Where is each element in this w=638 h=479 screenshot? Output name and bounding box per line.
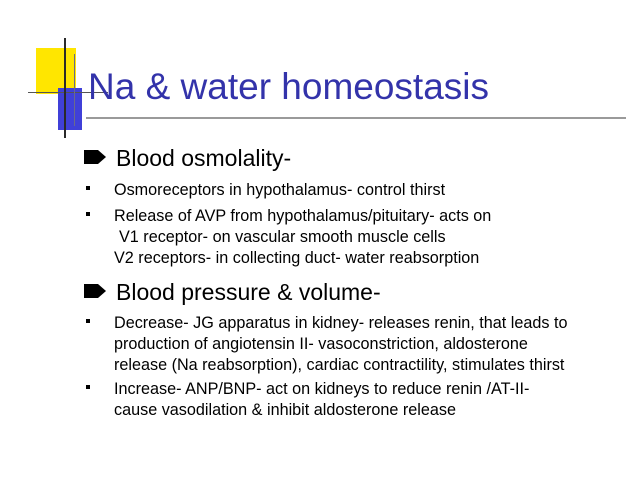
small-square-bullet-icon (86, 212, 90, 216)
list-item-text: Osmoreceptors in hypothalamus- control thirst (114, 181, 446, 199)
small-square-bullet-icon (86, 385, 90, 389)
list-item-text: Release of AVP from hypothalamus/pituitary- acts on V1 receptor- on vascular smooth muscle cells V2 receptors- in collecting duct- water reabsorption (114, 207, 492, 267)
list-item-text: Decrease- JG apparatus in kidney- releases renin, that leads to production of angiotensin II- vasoconstriction, aldosterone release (Na reabsorption), cardiac contractility, stimulates thirst (114, 314, 568, 374)
small-square-bullet-icon (86, 319, 90, 323)
square-arrow-bullet-icon (84, 150, 98, 164)
slide-title: Na & water homeostasis (88, 66, 490, 107)
section-heading-text: Blood pressure & volume- (116, 279, 381, 305)
decor-vertical-line (64, 38, 66, 138)
small-square-bullet-icon (86, 186, 90, 190)
title-underline (86, 117, 626, 119)
list-item-text: Increase- ANP/BNP- act on kidneys to reduce renin /AT-II- cause vasodilation & inhibit aldosterone release (114, 380, 530, 419)
decor-vertical-thin-line (74, 54, 75, 126)
square-arrow-bullet-icon (84, 284, 98, 298)
decor-blue-square (58, 88, 82, 130)
section-heading-text: Blood osmolality- (116, 145, 292, 171)
